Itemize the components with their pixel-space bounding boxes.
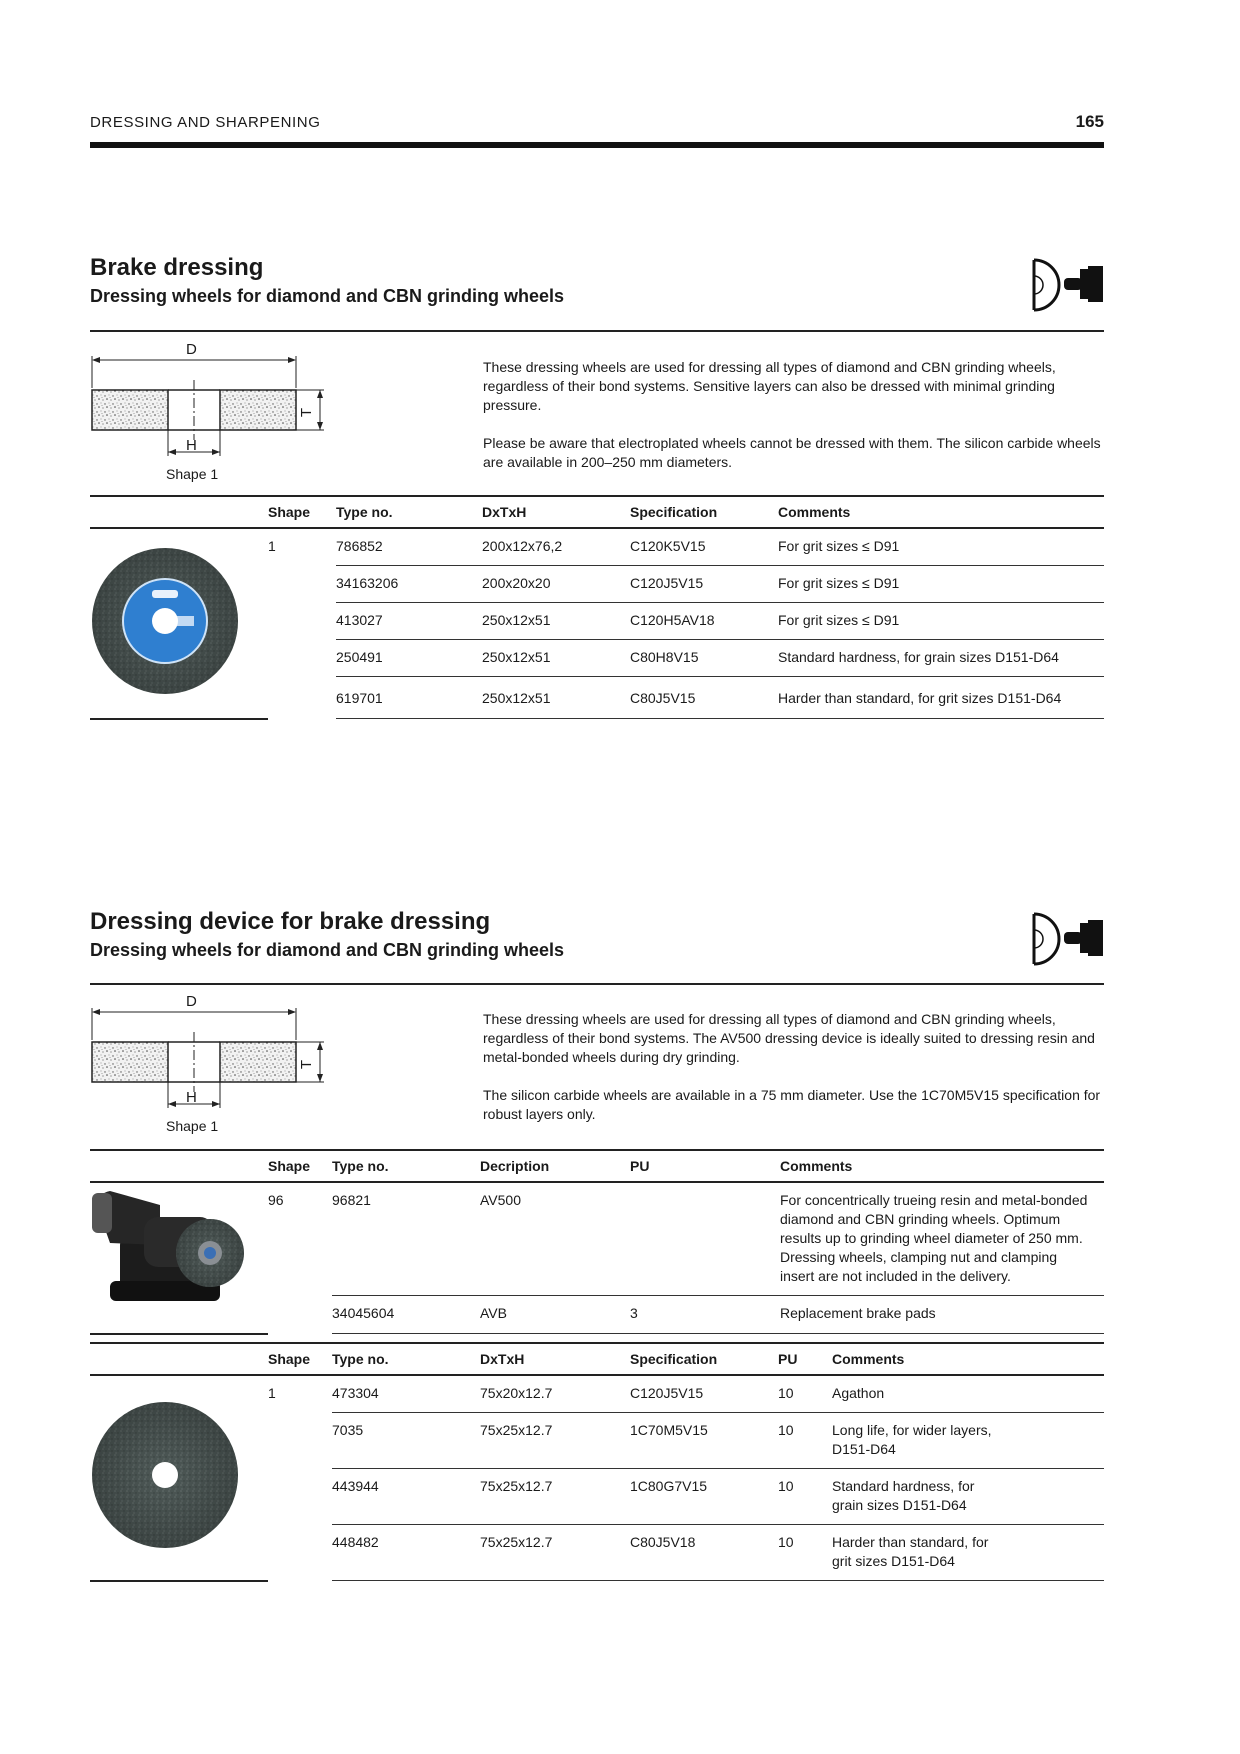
type-no-cell: 413027 xyxy=(336,603,482,640)
column-header-image xyxy=(90,496,268,528)
shape-value: 96 xyxy=(268,1192,284,1208)
comment-cell: Agathon xyxy=(832,1375,1104,1413)
comment-cell: For grit sizes ≤ D91 xyxy=(778,603,1104,640)
specification-cell: C80H8V15 xyxy=(630,640,778,677)
silicon-carbide-wheel-image xyxy=(90,1400,240,1550)
pu-cell: 10 xyxy=(778,1375,832,1413)
section-title: Brake dressing xyxy=(90,254,264,281)
brake-dressing-icon xyxy=(1030,910,1106,968)
product-image-cell xyxy=(90,1375,268,1581)
product-table xyxy=(90,495,1104,720)
comment-cell: Standard hardness, for grain sizes D151-D64 xyxy=(778,640,1104,677)
dressing-wheel-table xyxy=(90,1342,1104,1582)
table-row xyxy=(90,528,1104,566)
type-no-cell: 250491 xyxy=(336,640,482,677)
type-no-cell: 473304 xyxy=(332,1375,480,1413)
header-rule xyxy=(90,142,1104,148)
description-paragraph: These dressing wheels are used for dressing all types of diamond and CBN grinding wheels, regardless of their bond systems. The AV500 dressing device is ideally suited to dressing resin and metal-bonded wheels during dry grinding. xyxy=(483,1011,1095,1065)
comment-cell: Harder than standard, for grit sizes D151-D64 xyxy=(778,677,1104,719)
column-header-specification: Specification xyxy=(630,1343,778,1375)
description-paragraph: Please be aware that electroplated wheels cannot be dressed with them. The silicon carbide wheels are available in 200–250 mm diameters. xyxy=(483,435,1101,470)
column-header-shape: Shape xyxy=(268,496,336,528)
dimensions-cell: 75x25x12.7 xyxy=(480,1413,630,1469)
type-no-cell: 34045604 xyxy=(332,1296,480,1334)
dimensions-cell: 75x25x12.7 xyxy=(480,1525,630,1581)
column-header-specification: Specification xyxy=(630,496,778,528)
table-row xyxy=(90,1375,1104,1413)
dimensions-cell: 75x20x12.7 xyxy=(480,1375,630,1413)
column-header-dimensions: DxTxH xyxy=(480,1343,630,1375)
column-header-shape: Shape xyxy=(268,1150,332,1182)
shape-value: 1 xyxy=(268,1385,276,1401)
type-no-cell: 443944 xyxy=(332,1469,480,1525)
brake-dressing-icon xyxy=(1030,256,1106,314)
pu-cell: 10 xyxy=(778,1525,832,1581)
dimension-h-label: H xyxy=(186,437,197,454)
device-table xyxy=(90,1149,1104,1335)
dimensions-cell: 250x12x51 xyxy=(482,603,630,640)
column-header-type-no: Type no. xyxy=(332,1150,480,1182)
running-header: DRESSING AND SHARPENING xyxy=(90,114,321,131)
comment-cell: For concentrically trueing resin and metal-bonded diamond and CBN grinding wheels. Optimum results up to grinding wheel diameter of 250 mm. Dressing wheels, clamping nut and clamping insert are not included in the delivery. xyxy=(780,1182,1104,1296)
dressing-wheel-image xyxy=(90,546,240,696)
pu-cell: 10 xyxy=(778,1413,832,1469)
comment-cell: Replacement brake pads xyxy=(780,1296,1104,1334)
column-header-image xyxy=(90,1150,268,1182)
dimensions-cell: 75x25x12.7 xyxy=(480,1469,630,1525)
specification-cell: C120K5V15 xyxy=(630,528,778,566)
comment-cell: For grit sizes ≤ D91 xyxy=(778,566,1104,603)
specification-cell: 1C70M5V15 xyxy=(630,1413,778,1469)
comment-cell: Long life, for wider layers, D151-D64 xyxy=(832,1413,1104,1469)
specification-cell: C120H5AV18 xyxy=(630,603,778,640)
type-no-cell: 96821 xyxy=(332,1182,480,1296)
dimension-h-label: H xyxy=(186,1089,197,1106)
dressing-device-image xyxy=(90,1185,260,1305)
specification-cell: C80J5V18 xyxy=(630,1525,778,1581)
shape-caption: Shape 1 xyxy=(166,466,219,482)
section-subtitle: Dressing wheels for diamond and CBN grinding wheels xyxy=(90,940,565,960)
type-no-cell: 7035 xyxy=(332,1413,480,1469)
pu-cell: 3 xyxy=(630,1296,780,1334)
dimension-t-label: T xyxy=(298,1059,316,1070)
pu-cell xyxy=(630,1182,780,1296)
section-rule xyxy=(90,983,1104,985)
dimension-t-label: T xyxy=(298,407,316,418)
dimensions-cell: 250x12x51 xyxy=(482,640,630,677)
description-paragraph: These dressing wheels are used for dressing all types of diamond and CBN grinding wheels, regardless of their bond systems. Sensitive layers can also be dressed with minimal grinding pressure. xyxy=(483,359,1056,413)
section-subtitle: Dressing wheels for diamond and CBN grinding wheels xyxy=(90,286,565,306)
pu-cell: 10 xyxy=(778,1469,832,1525)
type-no-cell: 34163206 xyxy=(336,566,482,603)
description-paragraph: The silicon carbide wheels are available in a 75 mm diameter. Use the 1C70M5V15 specification for robust layers only. xyxy=(483,1087,1101,1122)
specification-cell: C80J5V15 xyxy=(630,677,778,719)
section-description xyxy=(483,358,1103,491)
type-no-cell: 448482 xyxy=(332,1525,480,1581)
product-image-cell xyxy=(90,1182,268,1334)
dimensions-cell: 200x12x76,2 xyxy=(482,528,630,566)
comment-cell: Standard hardness, for grain sizes D151-D64 xyxy=(832,1469,1104,1525)
column-header-type-no: Type no. xyxy=(336,496,482,528)
column-header-image xyxy=(90,1343,268,1375)
product-image-cell xyxy=(90,528,268,719)
column-header-pu: PU xyxy=(630,1150,780,1182)
section-title: Dressing device for brake dressing xyxy=(90,908,491,935)
dimension-d-label: D xyxy=(186,341,197,358)
column-header-description: Decription xyxy=(480,1150,630,1182)
comment-cell: Harder than standard, for grit sizes D151-D64 xyxy=(832,1525,1104,1581)
column-header-comments: Comments xyxy=(780,1150,1104,1182)
section-description xyxy=(483,1010,1103,1143)
specification-cell: C120J5V15 xyxy=(630,566,778,603)
shape-value: 1 xyxy=(268,538,276,554)
table-row xyxy=(90,1182,1104,1296)
dimension-d-label: D xyxy=(186,993,197,1010)
shape-caption: Shape 1 xyxy=(166,1118,219,1134)
comment-cell: For grit sizes ≤ D91 xyxy=(778,528,1104,566)
section-rule xyxy=(90,330,1104,332)
type-no-cell: 786852 xyxy=(336,528,482,566)
type-no-cell: 619701 xyxy=(336,677,482,719)
dimensions-cell: 250x12x51 xyxy=(482,677,630,719)
description-cell: AV500 xyxy=(480,1182,630,1296)
column-header-pu: PU xyxy=(778,1343,832,1375)
dimensions-cell: 200x20x20 xyxy=(482,566,630,603)
page-number: 165 xyxy=(1075,112,1104,131)
column-header-type-no: Type no. xyxy=(332,1343,480,1375)
specification-cell: C120J5V15 xyxy=(630,1375,778,1413)
description-cell: AVB xyxy=(480,1296,630,1334)
column-header-comments: Comments xyxy=(778,496,1104,528)
specification-cell: 1C80G7V15 xyxy=(630,1469,778,1525)
column-header-comments: Comments xyxy=(832,1343,1104,1375)
column-header-shape: Shape xyxy=(268,1343,332,1375)
column-header-dimensions: DxTxH xyxy=(482,496,630,528)
